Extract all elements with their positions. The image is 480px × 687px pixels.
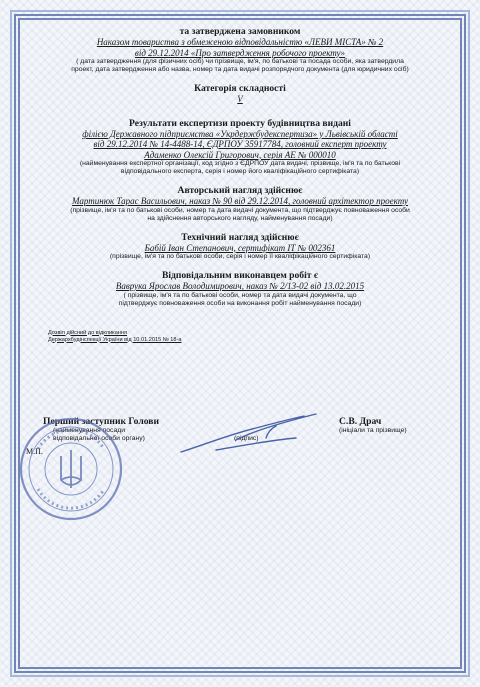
- expertise-line-1: філією Державного підприємства «Укрдержбудекспертиза» у Львівській області: [82, 128, 398, 139]
- signer-name-caption: (ініціали та прізвище): [339, 427, 407, 434]
- signer-position-caption-1: (найменування посади: [53, 427, 125, 434]
- approval-order-date: від 29.12.2014 «Про затвердження робочого проекту»: [134, 47, 346, 58]
- validity-note-1: Дозвіл дійсний до відкликання: [48, 329, 128, 336]
- signer-position: Перший заступник Голови: [43, 416, 159, 427]
- author-line: Мартинюк Тарас Васильович, наказ № 90 від 29.12.2014, головний архітектор проекту: [71, 196, 408, 206]
- header-title: та затверджена замовником: [179, 26, 301, 37]
- signer-name-block: [339, 416, 407, 435]
- approval-order: Наказом товариства з обмеженою відповідальністю «ЛЕВИ МІСТА» № 2: [96, 37, 384, 47]
- approval-caption-2: проект, дата затвердження або назва, номер та дата видачі розпорядчого документа (для юридичних осіб): [71, 66, 409, 73]
- responsible-line: Ваврука Ярослав Володимирович, наказ № 2/13-02 від 13.02.2015: [115, 281, 365, 291]
- validity-note-2: Держархбудінспекції України від 10.01.2015 № 18-а: [48, 336, 182, 343]
- expertise-caption-2: відповідального експерта, серія і номер його кваліфікаційного сертифіката): [120, 168, 360, 175]
- stamp-place-label: М.П.: [26, 447, 43, 456]
- responsible-caption-2: підтверджує повноваження особи на виконання робіт найменування посади): [118, 299, 362, 307]
- signer-position-caption-2: відповідальної особи органу): [53, 435, 145, 442]
- category-value: V: [237, 94, 243, 104]
- author-caption-2: на здійснення авторського нагляду, найменування посади): [147, 214, 333, 222]
- responsible-title: Відповідальним виконавцем робіт є: [161, 270, 318, 281]
- signature-caption: (підпис): [234, 435, 259, 442]
- responsible-caption-1: ( прізвище, ім'я та по батькові особи, номер та дата видачі документа, що: [123, 291, 357, 299]
- technical-caption: (прізвище, ім'я та по батькові особи, серія і номер її кваліфікаційного сертифіката): [109, 253, 371, 260]
- category-title: Категорія складності: [194, 83, 286, 94]
- handwritten-signature-icon: [176, 410, 326, 460]
- expertise-line-3: Адаменко Олексій Григорович, серія АЕ № 000010: [144, 149, 336, 160]
- author-title: Авторський нагляд здійснює: [177, 185, 303, 196]
- official-seal-icon: [16, 414, 126, 524]
- author-caption-1: (прізвище, ім'я та по батькові особи, номер та дата видачі документа, що підтверджує повноваження особи: [70, 206, 410, 214]
- expertise-line-2: від 29.12.2014 № 14-4488-14, ЄДРПОУ 35917784, головний експерт проекту: [93, 139, 387, 149]
- expertise-title: Результати експертизи проекту будівництва видані: [129, 117, 351, 129]
- technical-line: Бабій Іван Степанович, сертифікат ІТ № 002361: [144, 242, 336, 253]
- document-content: [26, 26, 454, 456]
- technical-title: Технічний нагляд здійснює: [181, 231, 299, 243]
- expertise-caption-1: (найменування експертної організації, код згідно з ЄДРПОУ дата видачі, прізвище, ім'я та по батькові: [79, 160, 401, 167]
- signer-name: С.В. Драч: [339, 416, 382, 427]
- approval-caption-1: ( дата затвердження (для фізичних осіб) чи прізвище, ім'я, по батькові та посада особи, яка затвердила: [76, 58, 404, 65]
